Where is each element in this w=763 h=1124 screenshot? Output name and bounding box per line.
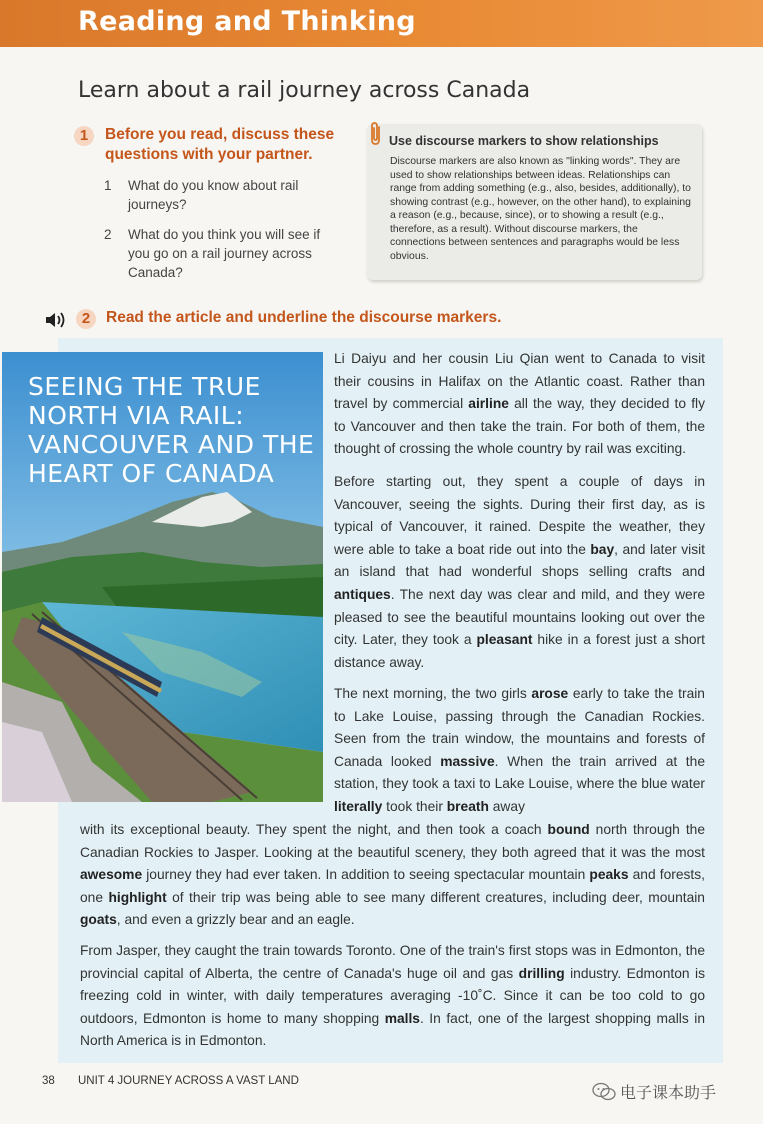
- article-title-line: SEEING THE TRUE: [28, 372, 261, 401]
- exercise-number-badge: 1: [74, 126, 94, 146]
- tip-title: Use discourse markers to show relationships: [389, 134, 659, 148]
- tip-text: Discourse markers are also known as "linking words". They are used to show relationships between ideas. Relationships can range from adding something (e.g., also, besides, additionally), to showing contrast (e.g., however, on the other hand), to explaining a reason (e.g., because, since), or to showing a result (e.g., therefore, as a result). Without discourse markers, the connections between sentences and paragraphs would be less obvious.: [390, 156, 691, 262]
- audio-speaker-icon[interactable]: [44, 310, 70, 335]
- exercise-1-instruction: Before you read, discuss these questions with your partner.: [105, 126, 335, 163]
- vocab-word: malls: [384, 1010, 420, 1026]
- vocab-word: bay: [590, 541, 615, 557]
- vocab-word: drilling: [518, 965, 565, 981]
- article-title-line: VANCOUVER AND THE: [28, 430, 315, 459]
- article-title-line: HEART OF CANADA: [28, 459, 275, 488]
- question-text: What do you think you will see if you go on a rail journey across Canada?: [128, 227, 321, 280]
- question-text: What do you know about rail journeys?: [128, 178, 299, 212]
- article-paragraph-4: From Jasper, they caught the train towards Toronto. One of the train's first stops was in Edmonton, the provincial capital of Alberta, the centre of Canada's huge oil and gas drilling industry. Edmonton is freezing cold in winter, with daily temperatures averaging -10˚C. Since it can be too cold to go outdoors, Edmonton is home to many shopping malls. In fact, one of the largest shopping malls in North America is in Edmonton.: [80, 943, 705, 1049]
- vocab-word: airline: [468, 396, 509, 412]
- article-title-line: NORTH VIA RAIL:: [28, 401, 245, 430]
- vocab-word: massive: [440, 753, 495, 769]
- article-paragraph-3-continued: with its exceptional beauty. They spent the night, and then took a coach bound north through the Canadian Rockies to Jasper. Looking at the beautiful scenery, they both agreed that it was the most awesome journey they had ever taken. In addition to seeing spectacular mountain peaks and forests, one highlight of their trip was being able to see many different creatures, including deer, mountain goats, and even a grizzly bear and an eagle.: [80, 822, 706, 928]
- section-title: Reading and Thinking: [78, 6, 416, 37]
- exercise-2-instruction: Read the article and underline the discourse markers.: [106, 309, 502, 326]
- question-number: 2: [104, 227, 112, 242]
- page-title: Learn about a rail journey across Canada: [78, 78, 531, 103]
- vocab-word: highlight: [108, 889, 167, 905]
- article-paragraph-1: Li Daiyu and her cousin Liu Qian went to Canada to visit their cousins in Halifax on the Atlantic coast. Rather than travel by commercial airline all the way, they decided to fly to Vancouver and then take the train. For both of them, the thought of crossing the whole country by rail was exciting.: [334, 351, 705, 457]
- article-title: [28, 372, 328, 488]
- question-number: 1: [104, 178, 112, 193]
- watermark: [592, 1078, 752, 1108]
- vocab-word: bound: [547, 822, 590, 837]
- vocab-word: arose: [531, 686, 569, 701]
- page-number: 38: [42, 1075, 55, 1087]
- vocab-word: antiques: [334, 586, 391, 602]
- vocab-word: pleasant: [476, 632, 533, 648]
- unit-title: UNIT 4 JOURNEY ACROSS A VAST LAND: [78, 1075, 299, 1087]
- paperclip-icon: [367, 121, 385, 152]
- article-paragraph-2: Before starting out, they spent a couple of days in Vancouver, seeing the sights. During their first day, as is typical of Vancouver, it rained. Despite the weather, they were able to take a boat ride out into the bay, and later visit an island that had wonderful shops selling crafts and antiques. The next day was clear and mild, and they were pleased to see the beautiful mountains looking out over the city. Later, they took a pleasant hike in a forest just a short distance away.: [334, 474, 706, 670]
- vocab-word: literally: [334, 798, 383, 814]
- exercise-2: [44, 309, 564, 331]
- article-paragraph-3-start: The next morning, the two girls arose early to take the train to Lake Louise, passing through the Canadian Rockies. Seen from the train window, the mountains and forests of Canada looked massive. When the train arrived at the station, they took a taxi to Lake Louise, where the blue water literally took their breath away: [334, 686, 705, 814]
- strategy-tip-box: [367, 124, 702, 280]
- exercise-number-badge: 2: [76, 309, 96, 329]
- section-header-band: [0, 0, 763, 47]
- vocab-word: awesome: [80, 867, 143, 883]
- wechat-icon: [592, 1082, 616, 1107]
- vocab-word: peaks: [589, 867, 629, 883]
- vocab-word: breath: [446, 798, 489, 814]
- watermark-text: 电子课本助手: [620, 1085, 717, 1102]
- vocab-word: goats: [80, 912, 117, 928]
